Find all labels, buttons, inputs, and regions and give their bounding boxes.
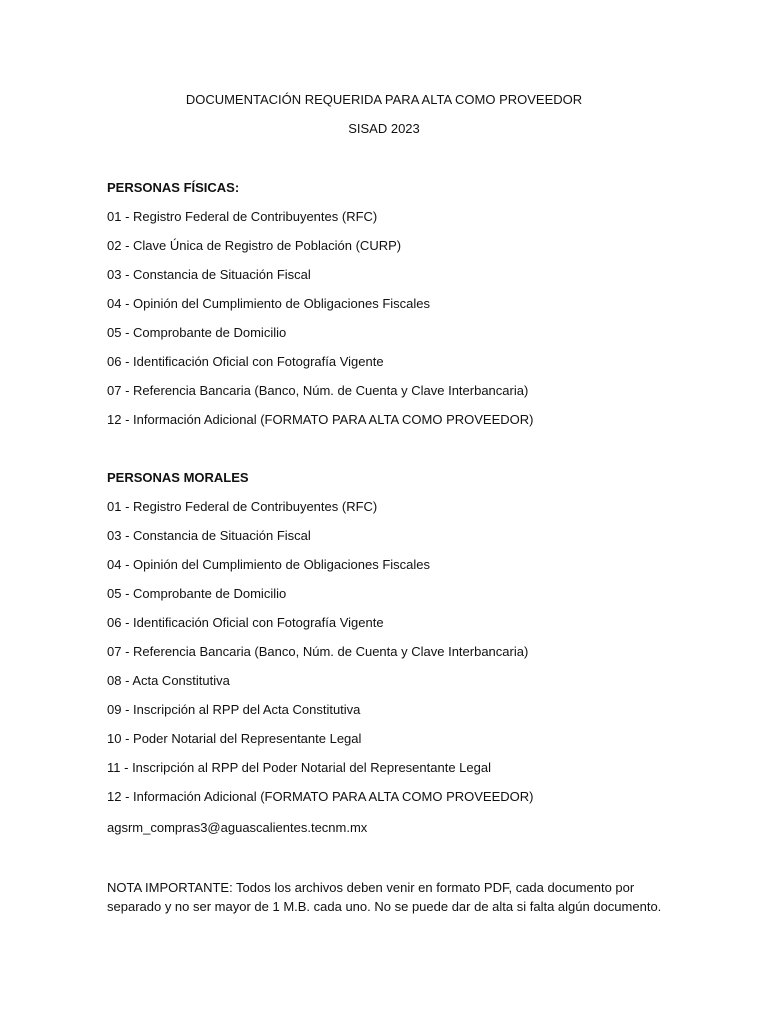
item-text: Identificación Oficial con Fotografía Vigente xyxy=(133,354,384,369)
item-code: 12 - xyxy=(107,412,133,427)
section-heading: PERSONAS MORALES xyxy=(107,470,249,485)
list-item xyxy=(107,325,667,354)
item-code: 06 - xyxy=(107,354,133,369)
section-personas-fisicas xyxy=(107,180,667,441)
item-code: 03 - xyxy=(107,528,133,543)
item-code: 10 - xyxy=(107,731,133,746)
list-item xyxy=(107,760,667,789)
item-code: 02 - xyxy=(107,238,133,253)
item-text: Información Adicional (FORMATO PARA ALTA COMO PROVEEDOR) xyxy=(133,789,534,804)
item-text: Identificación Oficial con Fotografía Vigente xyxy=(133,615,384,630)
item-code: 07 - xyxy=(107,644,133,659)
item-text: Poder Notarial del Representante Legal xyxy=(133,731,362,746)
list-item xyxy=(107,731,667,760)
list-item xyxy=(107,412,667,441)
item-code: 11 - xyxy=(107,760,132,775)
item-text: Referencia Bancaria (Banco, Núm. de Cuenta y Clave Interbancaria) xyxy=(133,383,529,398)
item-text: Opinión del Cumplimiento de Obligaciones Fiscales xyxy=(133,557,431,572)
item-text: Clave Única de Registro de Población (CURP) xyxy=(133,238,402,253)
item-code: 01 - xyxy=(107,209,133,224)
item-text: Acta Constitutiva xyxy=(132,673,230,688)
document-title: DOCUMENTACIÓN REQUERIDA PARA ALTA COMO PROVEEDOR xyxy=(185,92,583,107)
list-item xyxy=(107,267,667,296)
item-code: 05 - xyxy=(107,586,133,601)
list-item xyxy=(107,354,667,383)
item-text: Referencia Bancaria (Banco, Núm. de Cuenta y Clave Interbancaria) xyxy=(133,644,529,659)
list-item xyxy=(107,209,667,238)
item-text: Inscripción al RPP del Acta Constitutiva xyxy=(133,702,361,717)
list-item xyxy=(107,673,667,702)
item-text: Comprobante de Domicilio xyxy=(133,586,287,601)
item-text: Inscripción al RPP del Poder Notarial del Representante Legal xyxy=(132,760,491,775)
list-item xyxy=(107,615,667,644)
item-text: Opinión del Cumplimiento de Obligaciones Fiscales xyxy=(133,296,431,311)
contact-email: agsrm_compras3@aguascalientes.tecnm.mx xyxy=(107,820,368,835)
list-item xyxy=(107,296,667,325)
list-item xyxy=(107,238,667,267)
item-text: Registro Federal de Contribuyentes (RFC) xyxy=(133,209,378,224)
item-code: 08 - xyxy=(107,673,132,688)
item-text: Constancia de Situación Fiscal xyxy=(133,267,311,282)
item-code: 03 - xyxy=(107,267,133,282)
document-subtitle: SISAD 2023 xyxy=(348,121,420,136)
item-code: 07 - xyxy=(107,383,133,398)
item-code: 05 - xyxy=(107,325,133,340)
item-code: 09 - xyxy=(107,702,133,717)
list-item xyxy=(107,702,667,731)
section-heading: PERSONAS FÍSICAS: xyxy=(107,180,240,195)
list-item xyxy=(107,499,667,528)
item-code: 04 - xyxy=(107,557,133,572)
item-code: 01 - xyxy=(107,499,133,514)
item-text: Información Adicional (FORMATO PARA ALTA COMO PROVEEDOR) xyxy=(133,412,534,427)
list-item xyxy=(107,586,667,615)
list-item xyxy=(107,557,667,586)
important-note: NOTA IMPORTANTE: Todos los archivos deben venir en formato PDF, cada documento por separado y no ser mayor de 1 M.B. cada uno. No se puede dar de alta si falta algún documento. xyxy=(107,880,662,914)
section-personas-morales xyxy=(107,470,667,818)
item-text: Constancia de Situación Fiscal xyxy=(133,528,311,543)
item-code: 12 - xyxy=(107,789,133,804)
item-code: 06 - xyxy=(107,615,133,630)
item-code: 04 - xyxy=(107,296,133,311)
item-text: Registro Federal de Contribuyentes (RFC) xyxy=(133,499,378,514)
list-item xyxy=(107,383,667,412)
list-item xyxy=(107,789,667,818)
list-item xyxy=(107,528,667,557)
list-item xyxy=(107,644,667,673)
item-text: Comprobante de Domicilio xyxy=(133,325,287,340)
